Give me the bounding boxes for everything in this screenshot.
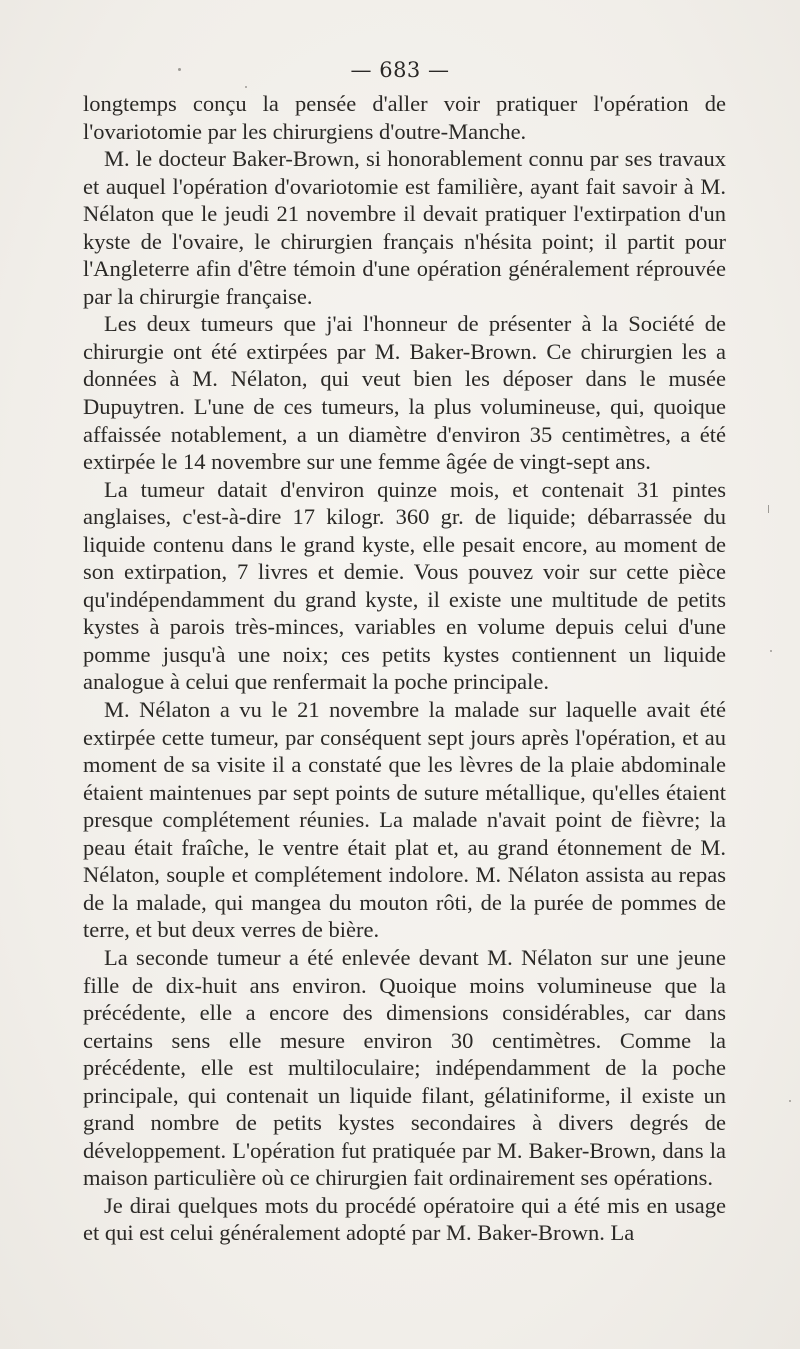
paragraph-2: M. le docteur Baker-Brown, si honorablement connu par ses travaux et auquel l'opération d'ovariotomie est familière, ayant fait savoir à M. Nélaton que le jeudi 21 novembre il devait pratiquer l'extirpation d'un kyste de l'ovaire, le chirurgien français n'hésita point; il partit pour l'Angleterre afin d'être témoin d'une opération généralement réprouvée par la chirurgie française.	[83, 146, 726, 309]
page-number: — 683 —	[350, 58, 450, 82]
paragraph-1: longtemps conçu la pensée d'aller voir pratiquer l'opération de l'ovariotomie par les chirurgiens d'outre-Manche.	[83, 91, 726, 144]
paragraph-7: Je dirai quelques mots du procédé opératoire qui a été mis en usage et qui est celui généralement adopté par M. Baker-Brown. La	[83, 1192, 726, 1246]
ink-speck	[245, 86, 247, 88]
ink-speck	[789, 1100, 791, 1102]
paragraph-5: M. Nélaton a vu le 21 novembre la malade sur laquelle avait été extirpée cette tumeur, par conséquent sept jours après l'opération, et au moment de sa visite il a constaté que les lèvres de la plaie abdominale étaient maintenues par sept points de suture métallique, qu'elles étaient presque complétement réunies. La malade n'avait point de fièvre; la peau était fraîche, le ventre était plat et, au grand étonnement de M. Nélaton, souple et complétement indolore. M. Nélaton assista au repas de la malade, qui mangea du mouton rôti, de la purée de pommes de terre, et but deux verres de bière.	[83, 697, 726, 943]
paragraph-4: La tumeur datait d'environ quinze mois, et contenait 31 pintes anglaises, c'est-à-dire 17 kilogr. 360 gr. de liquide; débarrassée du liquide contenu dans le grand kyste, elle pesait encore, au moment de son extirpation, 7 livres et demie. Vous pouvez voir sur cette pièce qu'indépendamment du grand kyste, il existe une multitude de petits kystes à parois très-minces, variables en volume depuis celui d'une pomme jusqu'à une noix; ces petits kystes contiennent un liquide analogue à celui que renfermait la poche principale.	[83, 476, 726, 695]
body-text	[83, 90, 726, 1247]
paragraph-6: La seconde tumeur a été enlevée devant M. Nélaton sur une jeune fille de dix-huit ans environ. Quoique moins volumineuse que la précédente, elle a encore des dimensions considérables, car dans certains sens elle mesure environ 30 centimètres. Comme la précédente, elle est multiloculaire; indépendamment de la poche principale, qui contenait un liquide filant, gélatiniforme, il existe un grand nombre de petits kystes secondaires à divers degrés de développement. L'opération fut pratiquée par M. Baker-Brown, dans la maison particulière où ce chirurgien fait ordinairement ses opérations.	[83, 944, 726, 1191]
ink-speck	[770, 650, 772, 652]
paragraph-3: Les deux tumeurs que j'ai l'honneur de présenter à la Société de chirurgie ont été extirpées par M. Baker-Brown. Ce chirurgien les a données à M. Nélaton, qui veut bien les déposer dans le musée Dupuytren. L'une de ces tumeurs, la plus volumineuse, qui, quoique affaissée notablement, a un diamètre d'environ 35 centimètres, a été extirpée le 14 novembre sur une femme âgée de vingt-sept ans.	[83, 311, 726, 475]
ink-speck	[768, 505, 769, 513]
